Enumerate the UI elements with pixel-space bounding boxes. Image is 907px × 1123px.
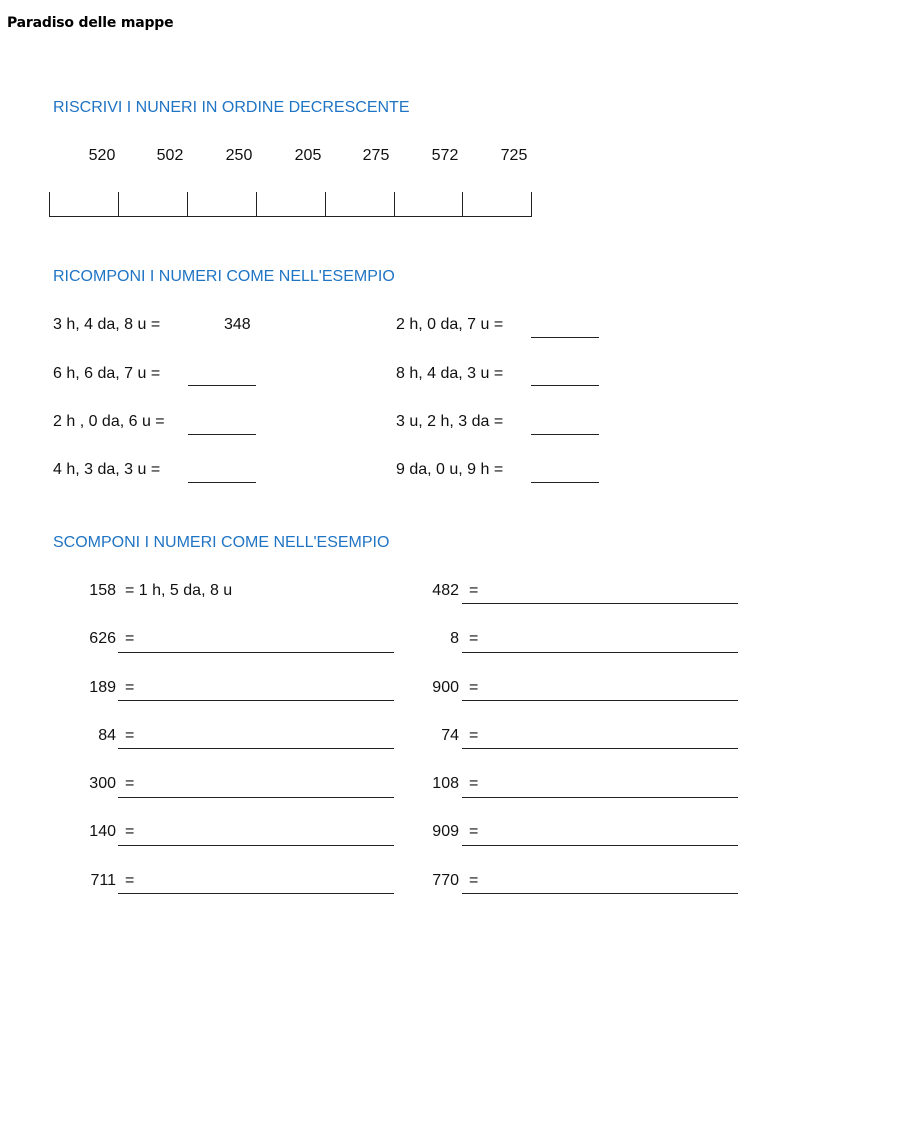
equals-sign: = <box>469 630 479 647</box>
equals-sign: = <box>469 727 479 744</box>
number-item: 520 <box>88 147 116 164</box>
equals-sign: = <box>125 727 135 744</box>
decompose-answer-line[interactable] <box>462 700 738 701</box>
decompose-example-result: = 1 h, 5 da, 8 u <box>125 582 233 599</box>
compose-answer-blank[interactable] <box>188 482 256 483</box>
number-item: 205 <box>294 147 322 164</box>
decompose-number: 8 <box>450 630 459 647</box>
compose-left-expr: 3 h, 4 da, 8 u = <box>53 316 161 333</box>
decompose-answer-line[interactable] <box>462 603 738 604</box>
bracket-divider <box>256 192 257 217</box>
decompose-answer-line[interactable] <box>118 700 394 701</box>
compose-answer-blank[interactable] <box>531 434 599 435</box>
compose-left-expr: 2 h , 0 da, 6 u = <box>53 413 165 430</box>
decompose-number: 626 <box>89 630 116 647</box>
compose-answer-blank[interactable] <box>188 434 256 435</box>
decompose-answer-line[interactable] <box>462 652 738 653</box>
bracket-divider <box>394 192 395 217</box>
bracket-divider <box>325 192 326 217</box>
compose-answer-blank[interactable] <box>531 337 599 338</box>
number-item: 725 <box>500 147 528 164</box>
bracket-divider <box>118 192 119 217</box>
compose-answer-blank[interactable] <box>188 385 256 386</box>
decompose-number: 189 <box>89 679 116 696</box>
decompose-number: 482 <box>432 582 459 599</box>
section-title-compose: RICOMPONI I NUMERI COME NELL'ESEMPIO <box>53 268 395 285</box>
decompose-example-number: 158 <box>89 582 116 599</box>
number-item: 502 <box>156 147 184 164</box>
compose-right-expr: 9 da, 0 u, 9 h = <box>396 461 504 478</box>
decompose-answer-line[interactable] <box>118 893 394 894</box>
section-title-order: RISCRIVI I NUNERI IN ORDINE DECRESCENTE <box>53 99 410 116</box>
decompose-number: 140 <box>89 823 116 840</box>
bracket-baseline <box>49 216 532 217</box>
compose-right-expr: 3 u, 2 h, 3 da = <box>396 413 504 430</box>
compose-answer-blank[interactable] <box>531 482 599 483</box>
equals-sign: = <box>469 582 479 599</box>
decompose-number: 84 <box>98 727 116 744</box>
compose-answer-blank[interactable] <box>531 385 599 386</box>
decompose-answer-line[interactable] <box>462 748 738 749</box>
decompose-number: 900 <box>432 679 459 696</box>
equals-sign: = <box>125 679 135 696</box>
decompose-number: 770 <box>432 872 459 889</box>
number-item: 275 <box>362 147 390 164</box>
decompose-number: 74 <box>441 727 459 744</box>
equals-sign: = <box>125 775 135 792</box>
decompose-number: 909 <box>432 823 459 840</box>
compose-left-expr: 4 h, 3 da, 3 u = <box>53 461 161 478</box>
decompose-number: 108 <box>432 775 459 792</box>
bracket-divider <box>531 192 532 217</box>
decompose-answer-line[interactable] <box>462 797 738 798</box>
bracket-divider <box>49 192 50 217</box>
decompose-answer-line[interactable] <box>118 845 394 846</box>
bracket-divider <box>462 192 463 217</box>
decompose-answer-line[interactable] <box>118 797 394 798</box>
equals-sign: = <box>125 872 135 889</box>
decompose-number: 711 <box>90 872 116 889</box>
equals-sign: = <box>469 823 479 840</box>
number-item: 572 <box>431 147 459 164</box>
compose-right-expr: 8 h, 4 da, 3 u = <box>396 365 504 382</box>
number-item: 250 <box>225 147 253 164</box>
equals-sign: = <box>469 872 479 889</box>
brand-title: Paradiso delle mappe <box>7 15 174 31</box>
decompose-answer-line[interactable] <box>462 845 738 846</box>
compose-right-expr: 2 h, 0 da, 7 u = <box>396 316 504 333</box>
equals-sign: = <box>125 630 135 647</box>
compose-example-answer: 348 <box>224 316 251 333</box>
compose-left-expr: 6 h, 6 da, 7 u = <box>53 365 161 382</box>
decompose-answer-line[interactable] <box>462 893 738 894</box>
decompose-answer-line[interactable] <box>118 652 394 653</box>
equals-sign: = <box>125 823 135 840</box>
decompose-answer-line[interactable] <box>118 748 394 749</box>
equals-sign: = <box>469 775 479 792</box>
section-title-decompose: SCOMPONI I NUMERI COME NELL'ESEMPIO <box>53 534 390 551</box>
bracket-divider <box>187 192 188 217</box>
equals-sign: = <box>469 679 479 696</box>
decompose-number: 300 <box>89 775 116 792</box>
